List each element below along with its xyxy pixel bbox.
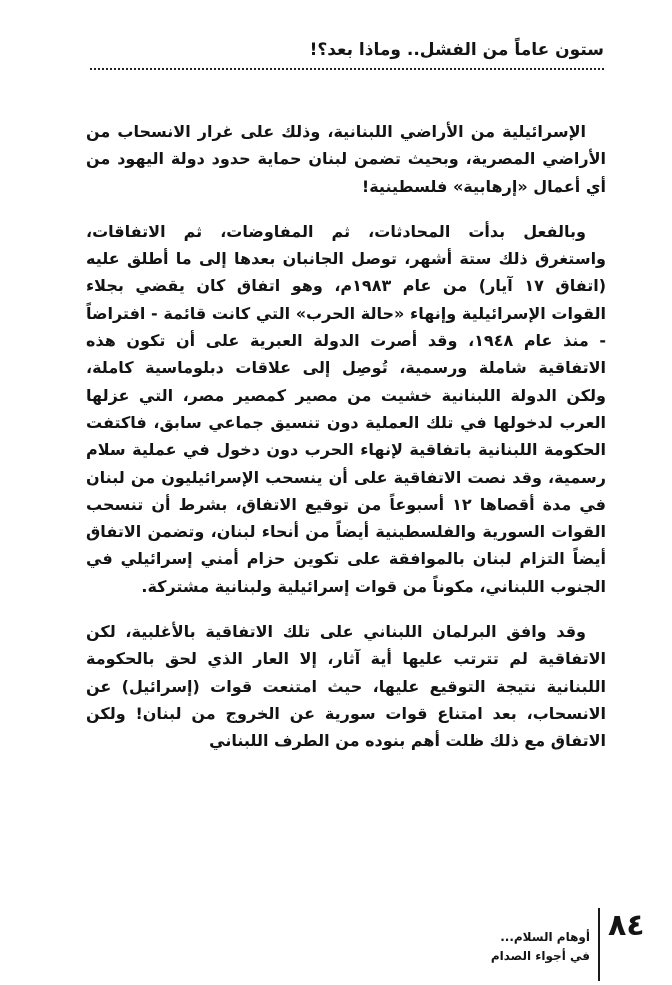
book-title-line-2: في أجواء الصدام <box>490 949 590 963</box>
page-body <box>86 118 606 755</box>
book-title <box>390 928 590 966</box>
paragraph: وبالفعل بدأت المحادثات، ثم المفاوضات، ثم الاتفاقات، واستغرق ذلك ستة أشهر، توصل الجانبان بعدها إلى ما أطلق عليه (اتفاق ١٧ آيار) من عام ١٩٨٣م، وهو اتفاق كان يقضي بجلاء القوات الإسرائيلية وإنهاء «حالة الحرب» التي كانت قائمة - افتراضاً - منذ عام ١٩٤٨، وقد أصرت الدولة العبرية على أن تكون هذه الاتفاقية شاملة ورسمية، تُوصِل إلى علاقات دبلوماسية كاملة، ولكن الدولة اللبنانية خشيت من مصير كمصير مصر، التي عزلها العرب لدخولها في تلك العملية دون تنسيق جماعي سابق، فاكتفت الحكومة اللبنانية باتفاقية لإنهاء الحرب دون دخول في عملية سلام رسمية، وقد نصت الاتفاقية على أن ينسحب الإسرائيليون من لبنان في مدة أقصاها ١٢ أسبوعاً من توقيع الاتفاق، بشرط أن تنسحب القوات السورية والفلسطينية أيضاً من أنحاء لبنان، وتضمن الاتفاق أيضاً التزام لبنان بالموافقة على تكوين حزام أمني إسرائيلي في الجنوب اللبناني، مكوناً من قوات إسرائيلية ولبنانية مشتركة. <box>86 221 607 596</box>
paragraph: وقد وافق البرلمان اللبناني على تلك الاتفاقية بالأغلبية، لكن الاتفاقية لم تترتب عليها أية آثار، إلا العار الذي لحق بالحكومة اللبنانية نتيجة التوقيع عليها، حيث امتنعت قوات (إسرائيل) عن الانسحاب، بعد امتناع قوات سورية عن الخروج من لبنان! ولكن الاتفاق مع ذلك ظلت أهم بنوده من الطرف اللبناني <box>86 622 606 751</box>
header-dotted-rule <box>90 68 604 70</box>
book-title-line-1: أوهام السلام... <box>500 930 590 944</box>
running-head-title: ستون عاماً من الفشل.. وماذا بعد؟! <box>309 40 604 60</box>
page-number: ٨٤ <box>608 908 645 943</box>
footer-vertical-rule <box>598 908 600 981</box>
paragraph: الإسرائيلية من الأراضي اللبنانية، وذلك على غرار الانسحاب من الأراضي المصرية، وبحيث تضمن لبنان حماية حدود دولة اليهود من أي أعمال «إرهابية» فلسطينية! <box>86 122 606 196</box>
